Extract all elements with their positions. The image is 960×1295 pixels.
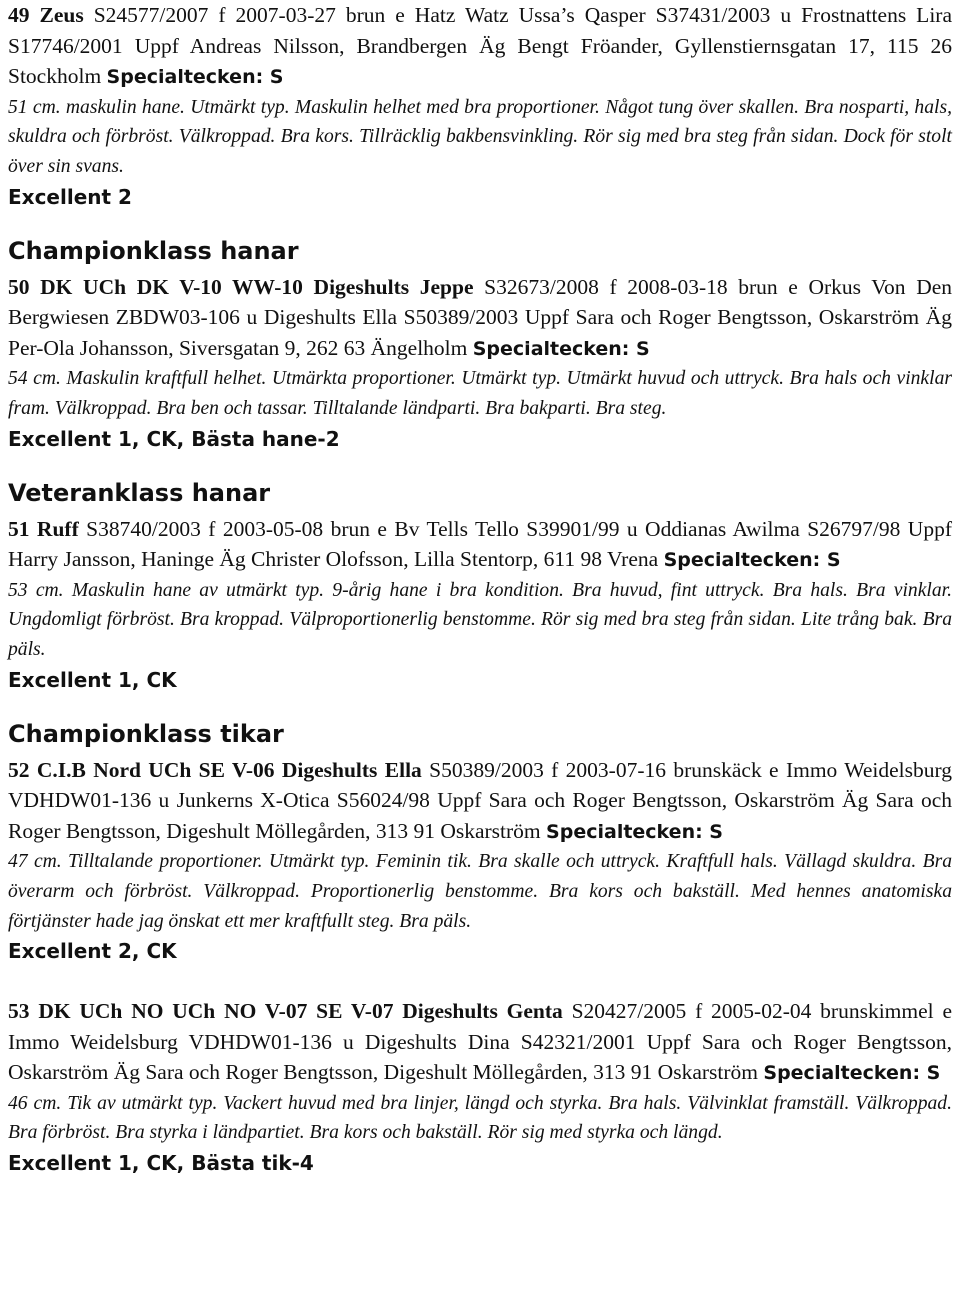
dog-entry	[8, 514, 952, 695]
class-heading: Veteranklass hanar	[8, 478, 271, 507]
special-marks: Specialtecken: S	[763, 1062, 941, 1085]
special-marks: Specialtecken: S	[106, 66, 284, 88]
judge-critique: 51 cm. maskulin hane. Utmärkt typ. Maskulin helhet med bra proportioner. Något tung över skallen. Bra nosparti, hals, skuldra och förbröst. Välkroppad. Bra kors. Tillräcklig bakbensvinkling. Rör sig med bra steg från sidan. Dock för stolt över sin svans.	[8, 96, 952, 177]
dog-name: Ruff	[36, 516, 79, 541]
entry-number: 53	[8, 999, 30, 1024]
dog-name: DK UCh DK V-10 WW-10 Digeshults Jeppe	[40, 274, 474, 299]
entry-header	[8, 514, 952, 576]
entry-header	[8, 996, 952, 1089]
dog-entry	[8, 755, 952, 967]
entry-details: S24577/2007 f 2007-03-27 brun e Hatz Watz Ussa’s Qasper S37431/2003 u Frostnattens Lira S17746/2001 Uppf Andreas Nilsson, Brandbergen Äg Bengt Fröander, Gyllenstiernsgatan 17, 115 26 Stockholm	[8, 3, 952, 88]
entry-header	[8, 755, 952, 848]
dog-entry	[8, 0, 952, 212]
dog-entry	[8, 996, 952, 1178]
dog-name: C.I.B Nord UCh SE V-06 Digeshults Ella	[36, 757, 422, 782]
entry-grade: Excellent 1, CK	[8, 667, 177, 692]
entry-grade: Excellent 1, CK, Bästa hane-2	[8, 426, 340, 451]
entry-details: S32673/2008 f 2008-03-18 brun e Orkus Von Den Bergwiesen ZBDW03-106 u Digeshults Ella S50389/2003 Uppf Sara och Roger Bengtsson, Oskarström Äg Per-Ola Johansson, Siversgatan 9, 262 63 Ängelholm	[8, 274, 953, 360]
class-heading: Championklass tikar	[8, 719, 284, 748]
entry-header	[8, 0, 952, 93]
entry-number: 50	[8, 274, 30, 299]
entry-details: S50389/2003 f 2003-07-16 brunskäck e Immo Weidelsburg VDHDW01-136 u Junkerns X-Otica S56024/98 Uppf Sara och Roger Bengtsson, Oskarström Äg Sara och Roger Bengtsson, Digeshult Möllegården, 313 91 Oskarström	[8, 757, 953, 843]
judge-critique: 47 cm. Tilltalande proportioner. Utmärkt typ. Feminin tik. Bra skalle och uttryck. Kraftfull hals. Vällagd skuldra. Bra överarm och förbröst. Välkroppad. Proportionerlig benstomme. Bra kors och bakställ. Med hennes anatomiska förtjänster hade jag önskat ett mer kraftfullt steg. Bra päls.	[8, 851, 952, 932]
entry-grade: Excellent 1, CK, Bästa tik-4	[8, 1151, 314, 1176]
special-marks: Specialtecken: S	[472, 337, 650, 360]
judge-critique: 46 cm. Tik av utmärkt typ. Vackert huvud med bra linjer, längd och styrka. Bra hals. Välvinklat framställ. Välkroppad. Bra förbröst. Bra styrka i ländpartiet. Bra kors och bakställ. Rör sig med styrka och längd.	[8, 1092, 952, 1144]
entry-header	[8, 272, 952, 365]
special-marks: Specialtecken: S	[546, 820, 723, 843]
entry-number: 51	[8, 516, 30, 541]
dog-entry	[8, 272, 952, 454]
judge-critique: 54 cm. Maskulin kraftfull helhet. Utmärkta proportioner. Utmärkt typ. Utmärkt huvud och uttryck. Bra hals och vinklar fram. Välkroppad. Bra ben och tassar. Tilltalande ländparti. Bra bakparti. Bra steg.	[8, 368, 952, 419]
special-marks: Specialtecken: S	[663, 549, 841, 572]
dog-name: Zeus	[39, 3, 84, 27]
class-heading: Championklass hanar	[8, 236, 299, 265]
entry-number: 52	[8, 757, 30, 782]
entry-details: S38740/2003 f 2003-05-08 brun e Bv Tells Tello S39901/99 u Oddianas Awilma S26797/98 Uppf Harry Jansson, Haninge Äg Christer Olofsson, Lilla Stentorp, 611 98 Vrena	[8, 516, 952, 572]
judge-critique: 53 cm. Maskulin hane av utmärkt typ. 9-årig hane i bra kondition. Bra huvud, fint uttryck. Bra hals. Bra vinklar. Ungdomligt förbröst. Bra kroppad. Välproportionerlig benstomme. Rör sig med bra steg från sidan. Lite trång bak. Bra päls.	[8, 579, 952, 660]
dog-name: DK UCh NO UCh NO V-07 SE V-07 Digeshults Genta	[38, 999, 563, 1024]
entry-grade: Excellent 2	[8, 184, 132, 209]
entry-number: 49	[8, 3, 30, 27]
entry-grade: Excellent 2, CK	[8, 939, 177, 964]
entry-details: S20427/2005 f 2005-02-04 brunskimmel e Immo Weidelsburg VDHDW01-136 u Digeshults Dina S42321/2001 Uppf Sara och Roger Bengtsson, Oskarström Äg Sara och Roger Bengtsson, Digeshult Möllegården, 313 91 Oskarström	[8, 999, 952, 1085]
